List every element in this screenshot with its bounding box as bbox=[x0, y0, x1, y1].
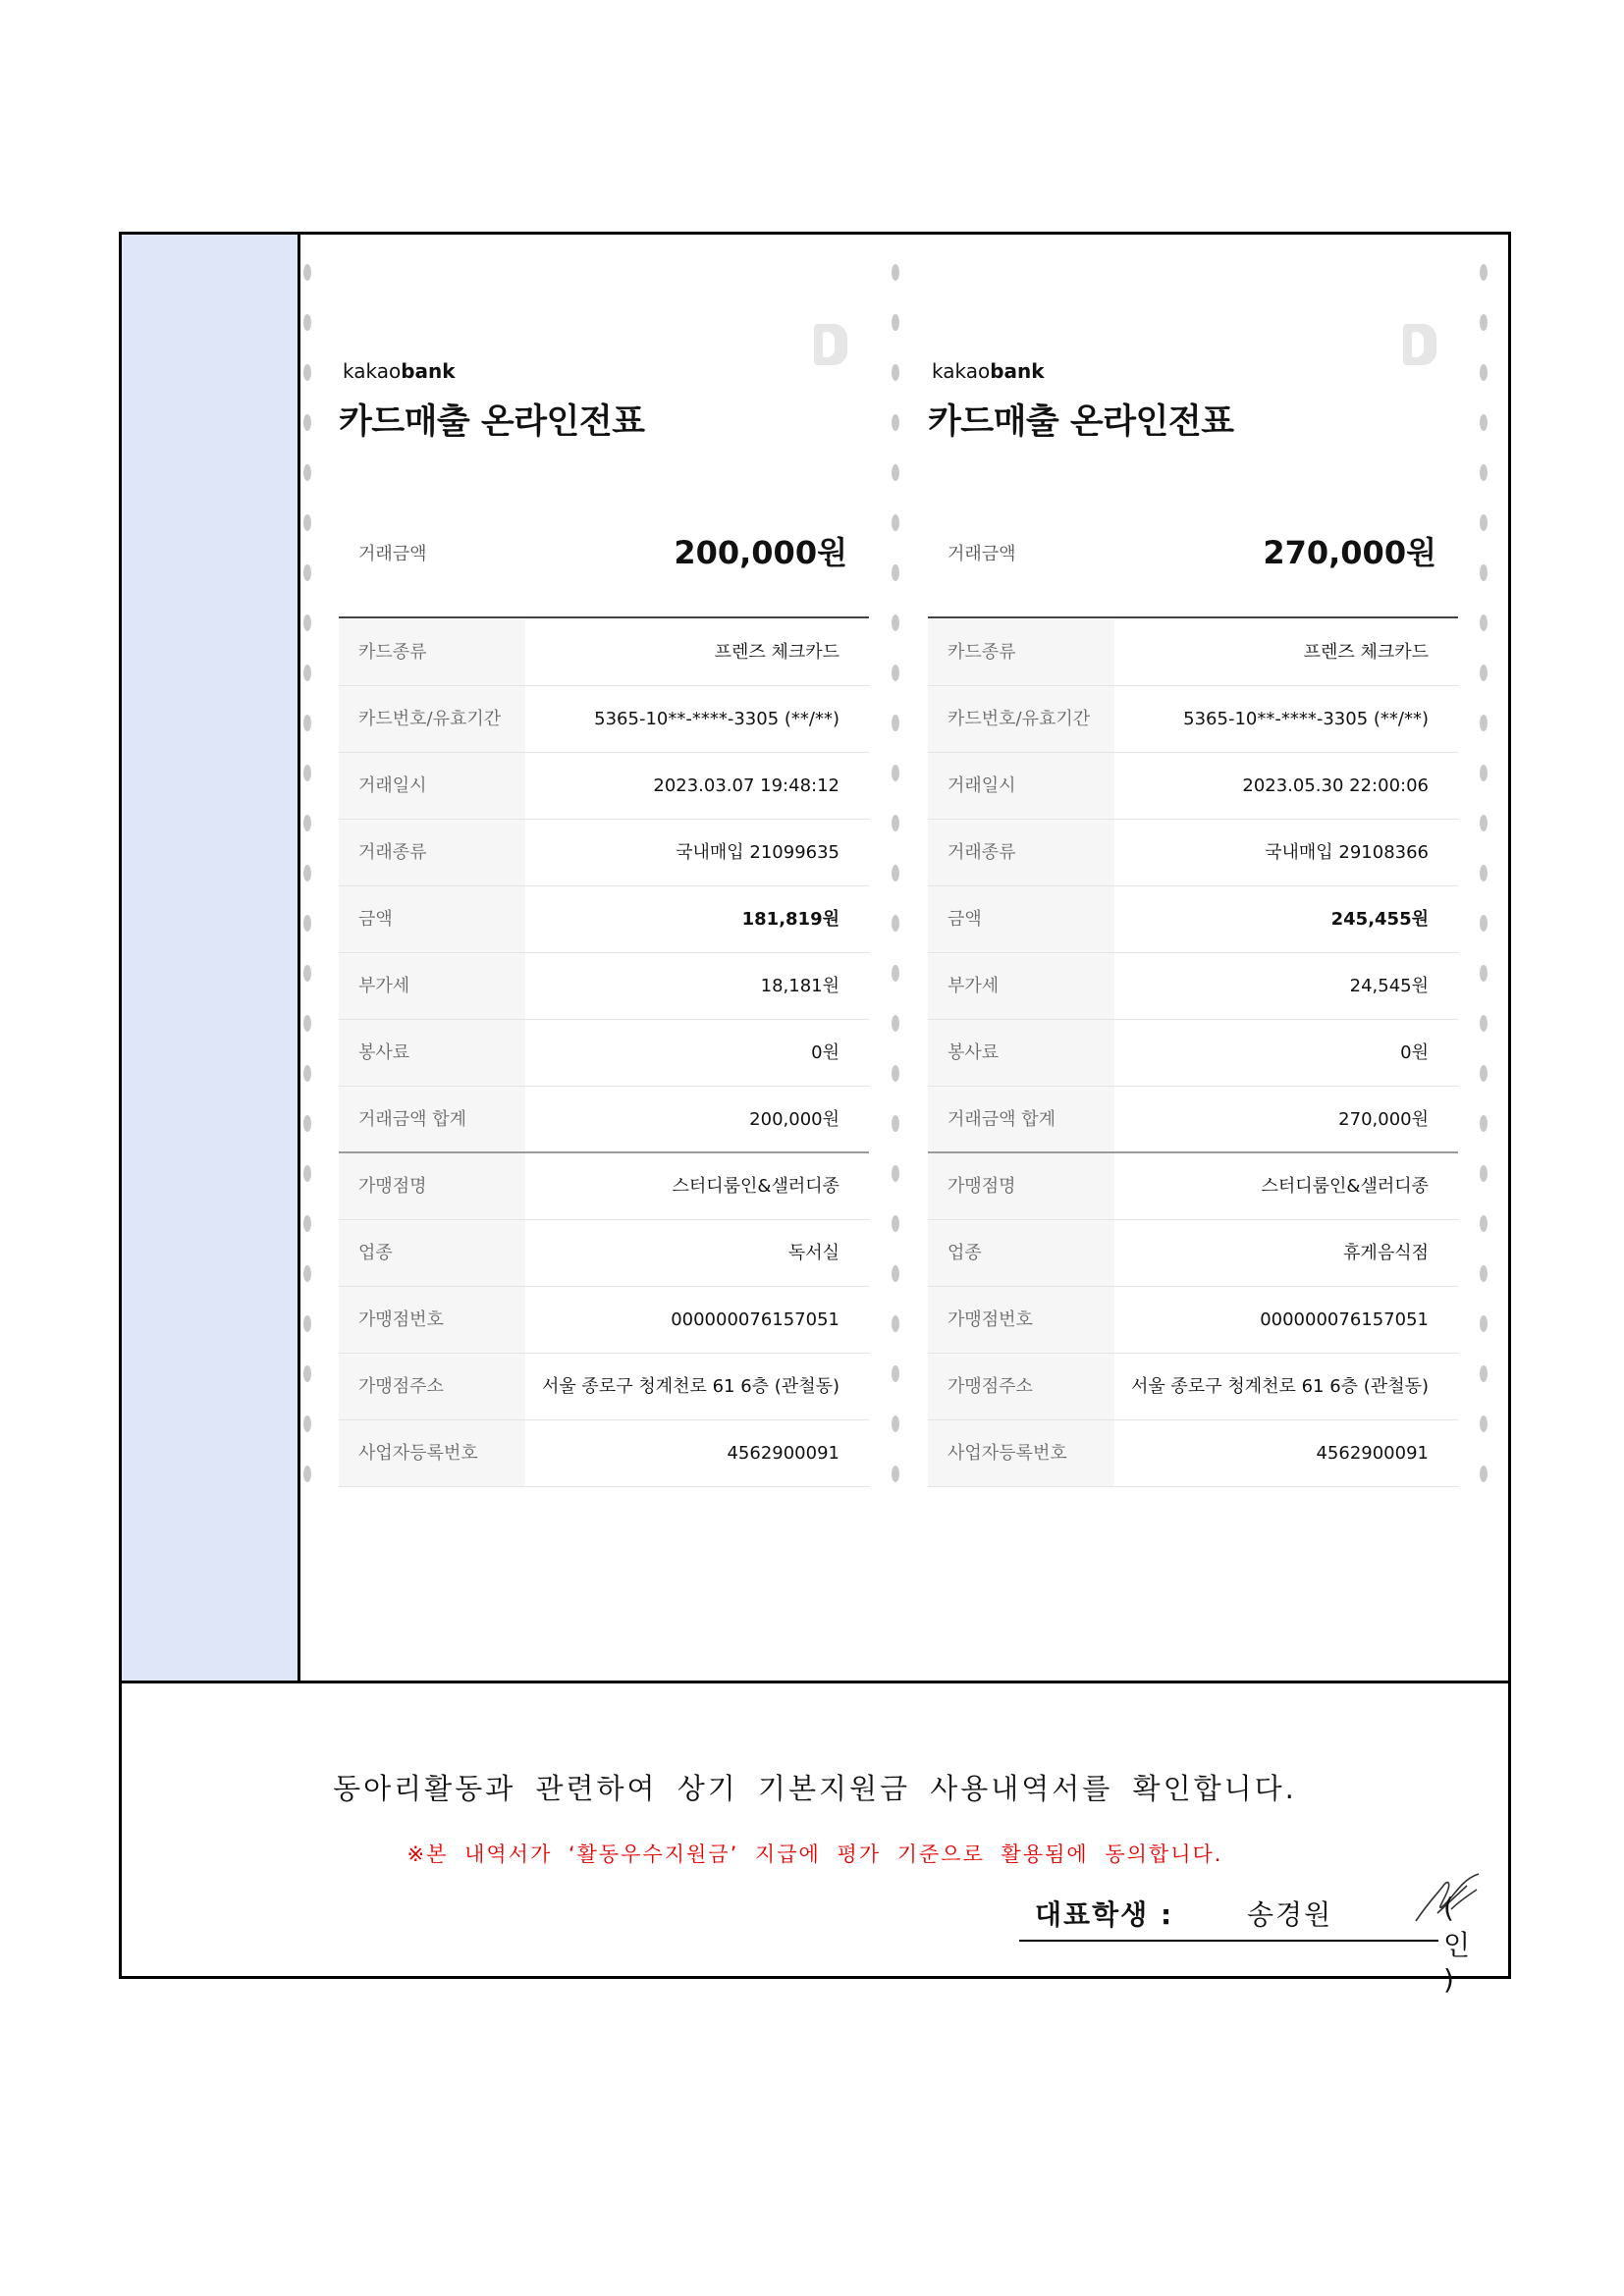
perforation-dot bbox=[1480, 1015, 1488, 1032]
table-row bbox=[928, 1020, 1458, 1087]
perforation-dot bbox=[1480, 264, 1488, 281]
row-label: 사업자등록번호 bbox=[928, 1420, 1114, 1486]
row-value: 24,545원 bbox=[1349, 976, 1429, 996]
perforation-dot bbox=[303, 614, 311, 631]
perforation-dot bbox=[1480, 815, 1488, 831]
perforation-dot bbox=[892, 564, 899, 581]
row-label: 봉사료 bbox=[928, 1020, 1114, 1086]
table-row bbox=[339, 1287, 869, 1354]
seal-mark: ( 인 ) bbox=[1443, 1892, 1479, 1996]
perforation-dot bbox=[1480, 614, 1488, 631]
table-row bbox=[928, 1354, 1458, 1420]
perforation-dot bbox=[1480, 865, 1488, 881]
row-value: 프렌즈 체크카드 bbox=[1303, 642, 1429, 663]
perforation-dot bbox=[892, 715, 899, 731]
row-value: 휴게음식점 bbox=[1343, 1243, 1429, 1263]
row-label: 가맹점번호 bbox=[928, 1287, 1114, 1353]
row-label: 가맹점번호 bbox=[339, 1287, 525, 1353]
table-row bbox=[339, 686, 869, 753]
table-row bbox=[339, 1087, 869, 1153]
perforation-dot bbox=[303, 314, 311, 331]
row-label: 거래금액 합계 bbox=[928, 1087, 1114, 1151]
perforation-dot bbox=[892, 464, 899, 481]
row-value: 181,819원 bbox=[741, 909, 839, 930]
perforation-dot bbox=[1480, 915, 1488, 932]
row-label: 가맹점주소 bbox=[339, 1354, 525, 1419]
perforation-dot bbox=[892, 865, 899, 881]
receipt-1 bbox=[339, 269, 871, 1467]
row-value: 270,000원 bbox=[1338, 1109, 1429, 1130]
row-value: 독서실 bbox=[787, 1243, 839, 1263]
perforation-dot bbox=[303, 264, 311, 281]
perforation-dot bbox=[1480, 364, 1488, 381]
perforation-dot bbox=[303, 1466, 311, 1482]
kakaobank-b-icon bbox=[1403, 324, 1436, 365]
perforation-dot bbox=[1480, 1315, 1488, 1332]
row-value: 4562900091 bbox=[1316, 1443, 1429, 1464]
perforation-dot bbox=[303, 1215, 311, 1232]
perforation-dot bbox=[1480, 514, 1488, 531]
perforation-dot bbox=[892, 414, 899, 431]
perforation-dot bbox=[1480, 314, 1488, 331]
perforation-dot bbox=[303, 765, 311, 781]
table-row bbox=[928, 619, 1458, 686]
perforation-dot bbox=[892, 665, 899, 681]
perforation-dot bbox=[303, 414, 311, 431]
perforation-dot bbox=[303, 1315, 311, 1332]
perforation-dot bbox=[1480, 1065, 1488, 1082]
perforation-dot bbox=[303, 865, 311, 881]
row-label: 카드종류 bbox=[928, 619, 1114, 685]
row-value: 서울 종로구 청계천로 61 6층 (관철동) bbox=[1130, 1376, 1429, 1397]
row-value: 스터디룸인&샐러디종 bbox=[1261, 1176, 1429, 1197]
row-value: 국내매입 21099635 bbox=[676, 842, 839, 863]
row-label: 거래금액 합계 bbox=[339, 1087, 525, 1151]
perforation-dot bbox=[303, 1415, 311, 1432]
perforation-dot bbox=[892, 765, 899, 781]
table-row bbox=[928, 1153, 1458, 1220]
amount-underline bbox=[928, 616, 1458, 618]
perforation-dot bbox=[892, 915, 899, 932]
perforation-dot bbox=[303, 364, 311, 381]
row-label: 거래종류 bbox=[339, 820, 525, 885]
row-value: 서울 종로구 청계천로 61 6층 (관철동) bbox=[541, 1376, 839, 1397]
row-label: 가맹점명 bbox=[339, 1153, 525, 1219]
perforation-dot bbox=[892, 1115, 899, 1132]
row-label: 카드번호/유효기간 bbox=[339, 686, 525, 752]
table-row bbox=[339, 886, 869, 953]
document-frame bbox=[119, 232, 1511, 1996]
signer-label: 대표학생 : bbox=[1035, 1898, 1174, 1931]
kakaobank-logo: kakaobank bbox=[343, 359, 456, 383]
row-value: 스터디룸인&샐러디종 bbox=[672, 1176, 839, 1197]
table-row bbox=[339, 753, 869, 820]
perforation-dot bbox=[303, 965, 311, 982]
perforation-dot bbox=[303, 1115, 311, 1132]
row-value: 000000076157051 bbox=[1260, 1309, 1429, 1330]
perforation-dot bbox=[1480, 1466, 1488, 1482]
perforation-dot bbox=[1480, 564, 1488, 581]
row-label: 업종 bbox=[339, 1220, 525, 1286]
perforation-dot bbox=[892, 1165, 899, 1182]
perforation-dot bbox=[303, 1065, 311, 1082]
row-label: 가맹점명 bbox=[928, 1153, 1114, 1219]
table-row bbox=[339, 1220, 869, 1287]
amount-value: 200,000원 bbox=[674, 534, 847, 571]
perforation-dot bbox=[1480, 1265, 1488, 1282]
row-label: 가맹점주소 bbox=[928, 1354, 1114, 1419]
amount-value: 270,000원 bbox=[1263, 534, 1436, 571]
perforation-dot bbox=[303, 1265, 311, 1282]
row-value: 0원 bbox=[811, 1042, 839, 1063]
table-row bbox=[339, 820, 869, 886]
perforation-dot bbox=[892, 1466, 899, 1482]
row-label: 봉사료 bbox=[339, 1020, 525, 1086]
perforation-dot bbox=[892, 1315, 899, 1332]
section-divider bbox=[122, 1681, 1508, 1683]
perforation-left bbox=[303, 264, 311, 1462]
table-row bbox=[339, 1354, 869, 1420]
amount-underline bbox=[339, 616, 869, 618]
perforation-dot bbox=[892, 1415, 899, 1432]
row-value: 200,000원 bbox=[749, 1109, 839, 1130]
perforation-dot bbox=[892, 514, 899, 531]
perforation-dot bbox=[1480, 1365, 1488, 1382]
row-value: 5365-10**-****-3305 (**/**) bbox=[1183, 709, 1429, 729]
perforation-dot bbox=[303, 915, 311, 932]
amount-label: 거래금액 bbox=[947, 544, 1016, 564]
perforation-dot bbox=[1480, 965, 1488, 982]
perforation-dot bbox=[303, 1365, 311, 1382]
perforation-dot bbox=[892, 1265, 899, 1282]
table-row bbox=[928, 886, 1458, 953]
perforation-dot bbox=[303, 665, 311, 681]
table-row bbox=[928, 1420, 1458, 1487]
signer-name: 송경원 bbox=[1247, 1898, 1333, 1931]
row-value: 18,181원 bbox=[760, 976, 839, 996]
row-label: 사업자등록번호 bbox=[339, 1420, 525, 1486]
row-value: 5365-10**-****-3305 (**/**) bbox=[594, 709, 839, 729]
perforation-dot bbox=[892, 1015, 899, 1032]
table-row bbox=[928, 1220, 1458, 1287]
row-label: 금액 bbox=[339, 886, 525, 952]
row-label: 거래일시 bbox=[339, 753, 525, 819]
row-label: 거래종류 bbox=[928, 820, 1114, 885]
perforation-dot bbox=[892, 1215, 899, 1232]
perforation-dot bbox=[1480, 464, 1488, 481]
perforation-dot bbox=[303, 1015, 311, 1032]
row-label: 금액 bbox=[928, 886, 1114, 952]
row-label: 카드종류 bbox=[339, 619, 525, 685]
table-row bbox=[339, 1153, 869, 1220]
perforation-dot bbox=[303, 564, 311, 581]
perforation-dot bbox=[1480, 665, 1488, 681]
row-label: 거래일시 bbox=[928, 753, 1114, 819]
row-label: 카드번호/유효기간 bbox=[928, 686, 1114, 752]
table-row bbox=[339, 953, 869, 1020]
table-row bbox=[928, 820, 1458, 886]
perforation-dot bbox=[1480, 1415, 1488, 1432]
table-row bbox=[928, 1287, 1458, 1354]
receipt-2 bbox=[928, 269, 1460, 1467]
perforation-dot bbox=[892, 815, 899, 831]
row-label: 업종 bbox=[928, 1220, 1114, 1286]
perforation-dot bbox=[892, 264, 899, 281]
row-value: 0원 bbox=[1400, 1042, 1429, 1063]
receipt-title: 카드매출 온라인전표 bbox=[339, 402, 645, 442]
row-value: 245,455원 bbox=[1330, 909, 1429, 930]
perforation-dot bbox=[892, 1065, 899, 1082]
receipt-table bbox=[928, 619, 1458, 1487]
perforation-dot bbox=[1480, 1215, 1488, 1232]
perforation-dot bbox=[1480, 414, 1488, 431]
confirmation-statement: 동아리활동과 관련하여 상기 기본지원금 사용내역서를 확인합니다. bbox=[333, 1772, 1297, 1805]
row-label: 부가세 bbox=[339, 953, 525, 1019]
row-value: 4562900091 bbox=[727, 1443, 839, 1464]
perforation-right bbox=[1480, 264, 1488, 1462]
perforation-dot bbox=[892, 965, 899, 982]
perforation-dot bbox=[303, 514, 311, 531]
signature-line bbox=[1019, 1940, 1438, 1942]
receipt-title: 카드매출 온라인전표 bbox=[928, 402, 1234, 442]
perforation-dot bbox=[892, 314, 899, 331]
perforation-dot bbox=[892, 614, 899, 631]
table-row bbox=[928, 686, 1458, 753]
row-label: 부가세 bbox=[928, 953, 1114, 1019]
table-row bbox=[339, 1420, 869, 1487]
table-row bbox=[928, 953, 1458, 1020]
table-row bbox=[928, 753, 1458, 820]
row-value: 000000076157051 bbox=[671, 1309, 839, 1330]
kakaobank-b-icon bbox=[814, 324, 847, 365]
perforation-dot bbox=[303, 464, 311, 481]
table-row bbox=[339, 619, 869, 686]
left-label-column bbox=[122, 235, 300, 1681]
table-row bbox=[928, 1087, 1458, 1153]
perforation-dot bbox=[1480, 765, 1488, 781]
table-row bbox=[339, 1020, 869, 1087]
row-value: 국내매입 29108366 bbox=[1265, 842, 1429, 863]
perforation-dot bbox=[1480, 1115, 1488, 1132]
perforation-dot bbox=[1480, 1165, 1488, 1182]
amount-label: 거래금액 bbox=[358, 544, 427, 564]
perforation-dot bbox=[303, 815, 311, 831]
perforation-middle bbox=[892, 264, 899, 1462]
amount-row bbox=[339, 526, 869, 575]
perforation-dot bbox=[892, 1365, 899, 1382]
perforation-dot bbox=[1480, 715, 1488, 731]
perforation-dot bbox=[892, 364, 899, 381]
perforation-dot bbox=[303, 715, 311, 731]
consent-note: ※본 내역서가 ‘활동우수지원금’ 지급에 평가 기준으로 활용됨에 동의합니다. bbox=[406, 1842, 1223, 1866]
row-value: 2023.05.30 22:00:06 bbox=[1242, 775, 1429, 796]
amount-row bbox=[928, 526, 1458, 575]
perforation-dot bbox=[303, 1165, 311, 1182]
kakaobank-logo: kakaobank bbox=[932, 359, 1045, 383]
row-value: 2023.03.07 19:48:12 bbox=[653, 775, 839, 796]
row-value: 프렌즈 체크카드 bbox=[714, 642, 839, 663]
receipt-table bbox=[339, 619, 869, 1487]
